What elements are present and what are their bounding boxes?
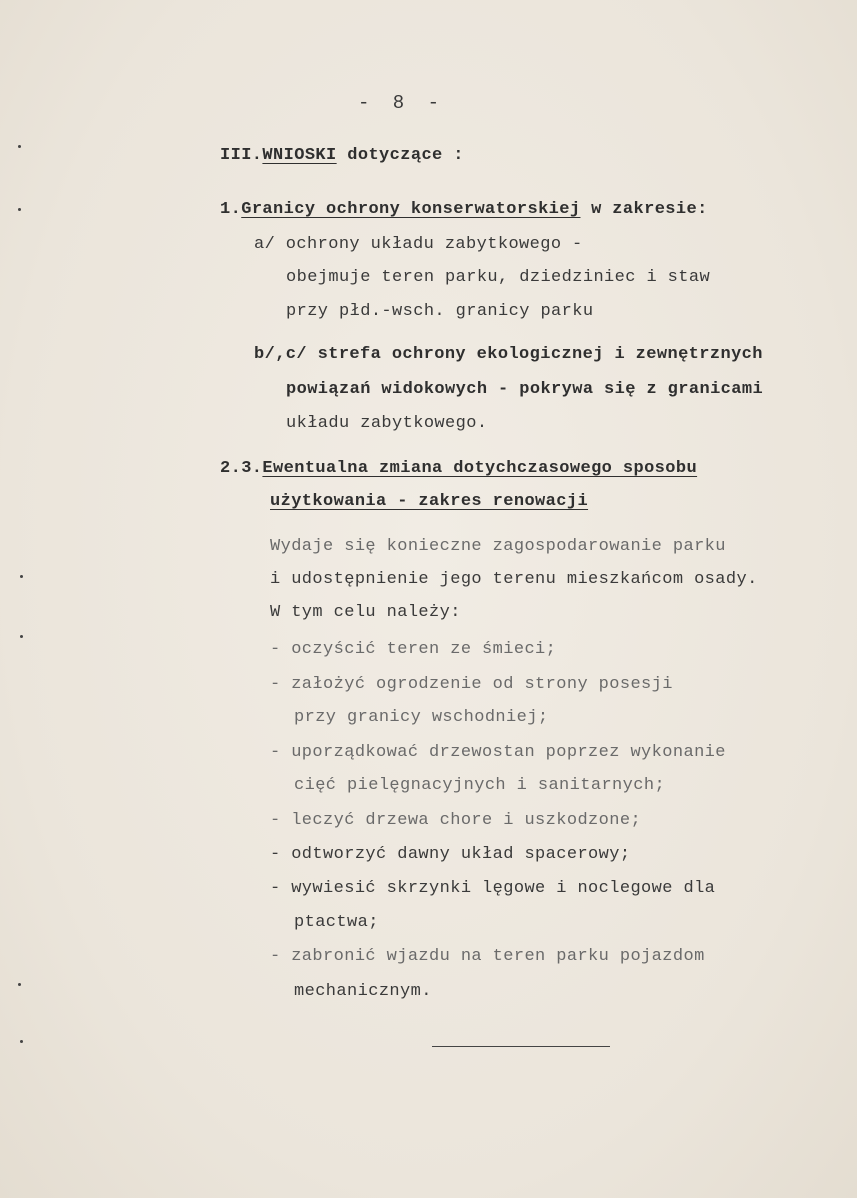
section2-line: - odtworzyć dawny układ spacerowy;: [270, 845, 631, 864]
section1-line: b/,c/ strefa ochrony ekologicznej i zewnętrznych: [254, 345, 763, 364]
section-heading: [220, 146, 464, 166]
section2-line: W tym celu należy:: [270, 603, 461, 622]
section1-line: a/ ochrony układu zabytkowego -: [254, 235, 583, 254]
section1-line: obejmuje teren parku, dziedziniec i staw: [286, 268, 711, 287]
section1-underlined: Granicy ochrony konserwatorskiej: [241, 200, 581, 219]
section2-line: i udostępnienie jego terenu mieszkańcom osady.: [270, 570, 758, 589]
section2-line: - wywiesić skrzynki lęgowe i noclegowe dla: [270, 879, 716, 898]
margin-mark: [20, 1040, 23, 1043]
section1-number: 1.: [220, 200, 242, 219]
section2-title-line2: [270, 492, 588, 512]
section2-line: - zabronić wjazdu na teren parku pojazdom: [270, 947, 705, 966]
margin-mark: [20, 635, 23, 638]
section2-number: 2.3.: [220, 459, 263, 478]
section2-line: - leczyć drzewa chore i uszkodzone;: [270, 811, 642, 830]
section2-title-line2-text: użytkowania - zakres renowacji: [270, 492, 589, 511]
section1-line: powiązań widokowych - pokrywa się z granicami: [286, 380, 764, 399]
section1-suffix: w zakresie:: [580, 200, 708, 219]
section2-title: [220, 459, 697, 479]
page-number: - 8 -: [358, 92, 446, 114]
section2-line: mechanicznym.: [294, 982, 432, 1001]
section2-line: - założyć ogrodzenie od strony posesji: [270, 675, 673, 694]
closing-rule: [432, 1046, 610, 1047]
margin-mark: [18, 208, 21, 211]
section2-line: - uporządkować drzewostan poprzez wykonanie: [270, 743, 726, 762]
heading-prefix: III.: [220, 146, 263, 165]
section1-line: przy płd.-wsch. granicy parku: [286, 302, 594, 321]
section2-line: Wydaje się konieczne zagospodarowanie parku: [270, 537, 726, 556]
margin-mark: [20, 575, 23, 578]
section2-line: przy granicy wschodniej;: [294, 708, 549, 727]
section2-line: ptactwa;: [294, 913, 379, 932]
section1-line: układu zabytkowego.: [286, 414, 488, 433]
section2-line: - oczyścić teren ze śmieci;: [270, 640, 557, 659]
section2-title-line1: Ewentualna zmiana dotychczasowego sposobu: [262, 459, 698, 478]
section1-title: [220, 200, 708, 220]
heading-suffix: dotyczące :: [336, 146, 464, 165]
margin-mark: [18, 145, 21, 148]
heading-underlined: WNIOSKI: [262, 146, 337, 165]
margin-mark: [18, 983, 21, 986]
section2-line: cięć pielęgnacyjnych i sanitarnych;: [294, 776, 666, 795]
